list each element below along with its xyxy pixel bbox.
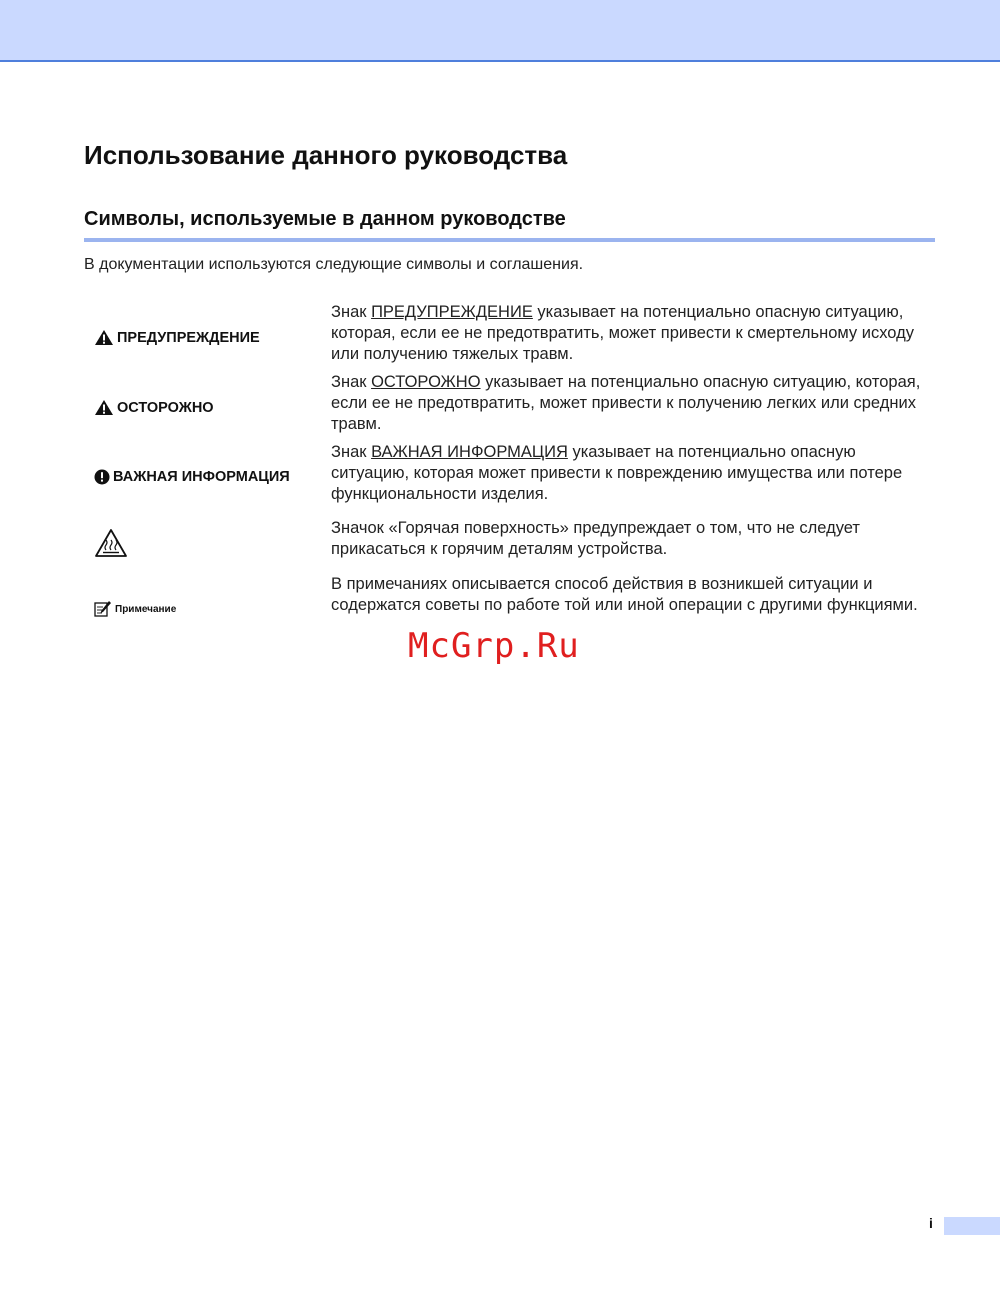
warning-triangle-icon <box>94 329 114 346</box>
warning-label-text: ПРЕДУПРЕЖДЕНИЕ <box>117 329 260 346</box>
desc-prefix: Знак <box>331 443 372 461</box>
watermark: McGrp.Ru <box>408 626 580 666</box>
note-label-text: Примечание <box>115 603 177 615</box>
header-band <box>0 0 1000 62</box>
desc-prefix: Знак <box>331 373 372 391</box>
page-title: Использование данного руководства <box>84 140 568 170</box>
page-number: i <box>929 1215 933 1231</box>
desc-prefix: Знак <box>331 303 372 321</box>
important-label-text: ВАЖНАЯ ИНФОРМАЦИЯ <box>113 469 290 485</box>
note-pencil-icon <box>94 600 112 618</box>
caution-description <box>331 372 935 435</box>
important-description <box>331 442 935 505</box>
desc-body: указывает на потенциально опасную ситуацию, которая, если ее не предотвратить, может привести к смертельному исходу или получению тяжелых травм. <box>331 303 914 363</box>
symbol-row-caution <box>84 372 935 438</box>
page-footer-tab <box>944 1217 1000 1235</box>
exclamation-circle-icon <box>94 469 110 485</box>
note-description: В примечаниях описывается способ действия в возникшей ситуации и содержатся советы по работе той или иной операции с другими функциями. <box>331 575 918 614</box>
desc-body: указывает на потенциально опасную ситуацию, которая, если ее не предотвратить, может привести к получению легких или средних травм. <box>331 373 921 433</box>
symbol-row-important <box>84 442 935 508</box>
note-label <box>94 600 176 618</box>
hot-surface-description: Значок «Горячая поверхность» предупреждает о том, что не следует прикасаться к горячим деталям устройства. <box>331 519 860 558</box>
symbol-row-hot-surface <box>84 518 935 568</box>
caution-label <box>94 399 214 416</box>
intro-text: В документации используются следующие символы и соглашения. <box>84 256 584 273</box>
caution-label-text: ОСТОРОЖНО <box>117 399 214 416</box>
desc-term: ПРЕДУПРЕЖДЕНИЕ <box>371 303 533 321</box>
desc-body: указывает на потенциально опасную ситуацию, которая может привести к повреждению имущества или потере функциональности изделия. <box>331 443 903 503</box>
hot-surface-icon <box>94 528 128 558</box>
section-rule <box>84 238 935 242</box>
hot-surface-symbol <box>94 528 131 558</box>
warning-label <box>94 329 260 346</box>
warning-description <box>331 302 935 365</box>
desc-term: ОСТОРОЖНО <box>371 373 481 391</box>
symbol-row-warning <box>84 302 935 368</box>
caution-triangle-icon <box>94 399 114 416</box>
important-label <box>94 469 290 485</box>
desc-term: ВАЖНАЯ ИНФОРМАЦИЯ <box>371 443 568 461</box>
section-title: Символы, используемые в данном руководстве <box>84 208 566 230</box>
